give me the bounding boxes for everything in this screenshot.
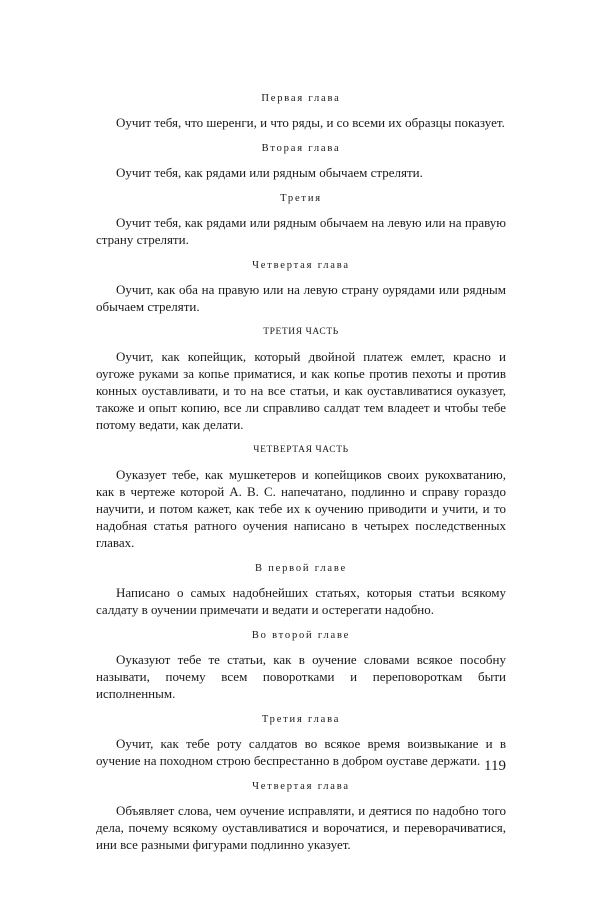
- section-heading: ЧЕТВЕРТАЯ ЧАСТЬ: [253, 445, 349, 455]
- section-text: Оуказует тебе, как мушкетеров и копейщиков своих рукохватанию, как в чертеже которой А. В. С. напечатано, подлинно и справу гораздо научити, и потом кажет, как тебе их к оучению приводити и учити, и то надобная статья ратного оучения написано в четырех последственных главах.: [96, 467, 506, 550]
- section-text: Оучит, как тебе роту салдатов во всякое время воизвыкание и в оучение на походном строю беспрестанно в добром оуставе держати.: [96, 736, 506, 768]
- section-4: [96, 259, 506, 315]
- section-text: Оучит тебя, что шеренги, и что ряды, и со всеми их образцы показует.: [116, 115, 505, 130]
- section-7: [96, 562, 506, 618]
- section-6: [96, 444, 506, 551]
- section-heading: Во второй главе: [251, 630, 351, 641]
- section-5: [96, 326, 506, 433]
- page-body: [96, 92, 506, 864]
- section-text: Объявляет слова, чем оучение исправляти, и деятися по надобно того дела, почему всякому оуставливатися и ворочатися, и переворачиватися, ини все разными фигурами подлинно указует.: [96, 803, 506, 852]
- section-heading: ТРЕТИЯ ЧАСТЬ: [263, 327, 339, 337]
- section-8: [96, 629, 506, 702]
- section-text: Написано о самых надобнейших статьях, которыя статьи всякому салдату в оучении примечати и ведати и остерегати надобно.: [96, 585, 506, 617]
- section-9: [96, 713, 506, 769]
- section-heading: Третия глава: [261, 714, 341, 725]
- section-text: Оучит тебя, как рядами или рядным обычаем на левую или на правую страну стреляти.: [96, 215, 506, 247]
- section-heading: Первая глава: [261, 93, 341, 104]
- section-heading: Четвертая глава: [252, 781, 350, 792]
- section-text: Оучит, как копейщик, который двойной платеж емлет, красно и оугоже руками за копье приматися, и как копье против пехоты и против конных оуставливати, и то на все статьи, и как оуставливатися оуказует, такоже и опыт копию, все ли справливо салдат тем владеет и чтобы тебе потому ведати, как делати.: [96, 349, 506, 432]
- section-text: Оуказуют тебе те статьи, как в оучение словами всякое пособну называти, почему всем поворотками и переповороткам быти исполненным.: [96, 652, 506, 701]
- page-number: 119: [484, 758, 506, 774]
- section-1: [96, 92, 506, 131]
- section-10: [96, 780, 506, 853]
- section-heading: Вторая глава: [261, 143, 341, 154]
- section-3: [96, 192, 506, 248]
- section-text: Оучит тебя, как рядами или рядным обычаем стреляти.: [116, 165, 423, 180]
- section-text: Оучит, как оба на правую или на левую страну оурядами или рядным обычаем стреляти.: [96, 282, 506, 314]
- section-heading: В первой главе: [255, 563, 347, 574]
- section-2: [96, 142, 506, 181]
- section-heading: Третия: [280, 193, 322, 204]
- section-heading: Четвертая глава: [252, 260, 350, 271]
